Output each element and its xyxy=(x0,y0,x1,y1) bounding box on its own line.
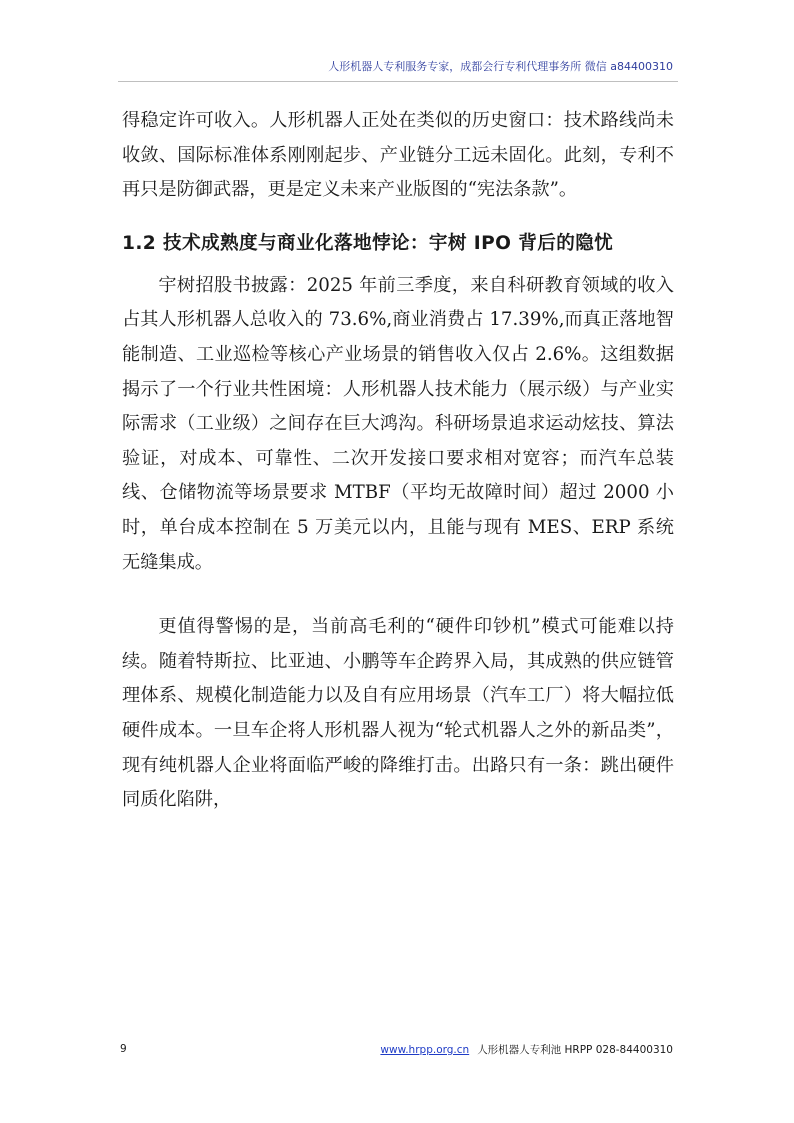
header-divider xyxy=(118,81,678,82)
website-link[interactable]: www.hrpp.org.cn xyxy=(380,1044,470,1056)
paragraph-continued: 得稳定许可收入。人形机器人正处在类似的历史窗口：技术路线尚未收敛、国际标准体系刚刚起步、产业链分工远未固化。此刻，专利不再只是防御武器，更是定义未来产业版图的“宪法条款”。 xyxy=(122,110,674,201)
page-header: 人形机器人专利服务专家，成都会行专利代理事务所 微信 a84400310 xyxy=(328,60,673,73)
section-heading: 1.2 技术成熟度与商业化落地悖论：宇树 IPO 背后的隐忧 xyxy=(122,232,614,254)
page-footer xyxy=(380,1042,673,1057)
paragraph-hardware-warning: 更值得警惕的是，当前高毛利的“硬件印钞机”模式可能难以持续。随着特斯拉、比亚迪、小鹏等车企跨界入局，其成熟的供应链管理体系、规模化制造能力以及自有应用场景（汽车工厂）将大幅拉低硬件成本。一旦车企将人形机器人视为“轮式机器人之外的新品类”，现有纯机器人企业将面临严峻的降维打击。出路只有一条：跳出硬件同质化陷阱， xyxy=(122,616,674,811)
document-body xyxy=(122,104,674,818)
paragraph-yushu-prospectus: 宇树招股书披露：2025 年前三季度，来自科研教育领域的收入占其人形机器人总收入的 73.6%,商业消费占 17.39%,而真正落地智能制造、工业巡检等核心产业场景的销售收入仅占 2.6%。这组数据揭示了一个行业共性困境：人形机器人技术能力（展示级）与产业实际需求（工业级）之间存在巨大鸿沟。科研场景追求运动炫技、算法验证，对成本、可靠性、二次开发接口要求相对宽容；而汽车总装线、仓储物流等场景要求 MTBF（平均无故障时间）超过 2000 小时，单台成本控制在 5 万美元以内，且能与现有 MES、ERP 系统无缝集成。 xyxy=(122,274,674,573)
footer-info: 人形机器人专利池 HRPP 028-84400310 xyxy=(477,1044,673,1056)
page-number: 9 xyxy=(120,1043,127,1055)
